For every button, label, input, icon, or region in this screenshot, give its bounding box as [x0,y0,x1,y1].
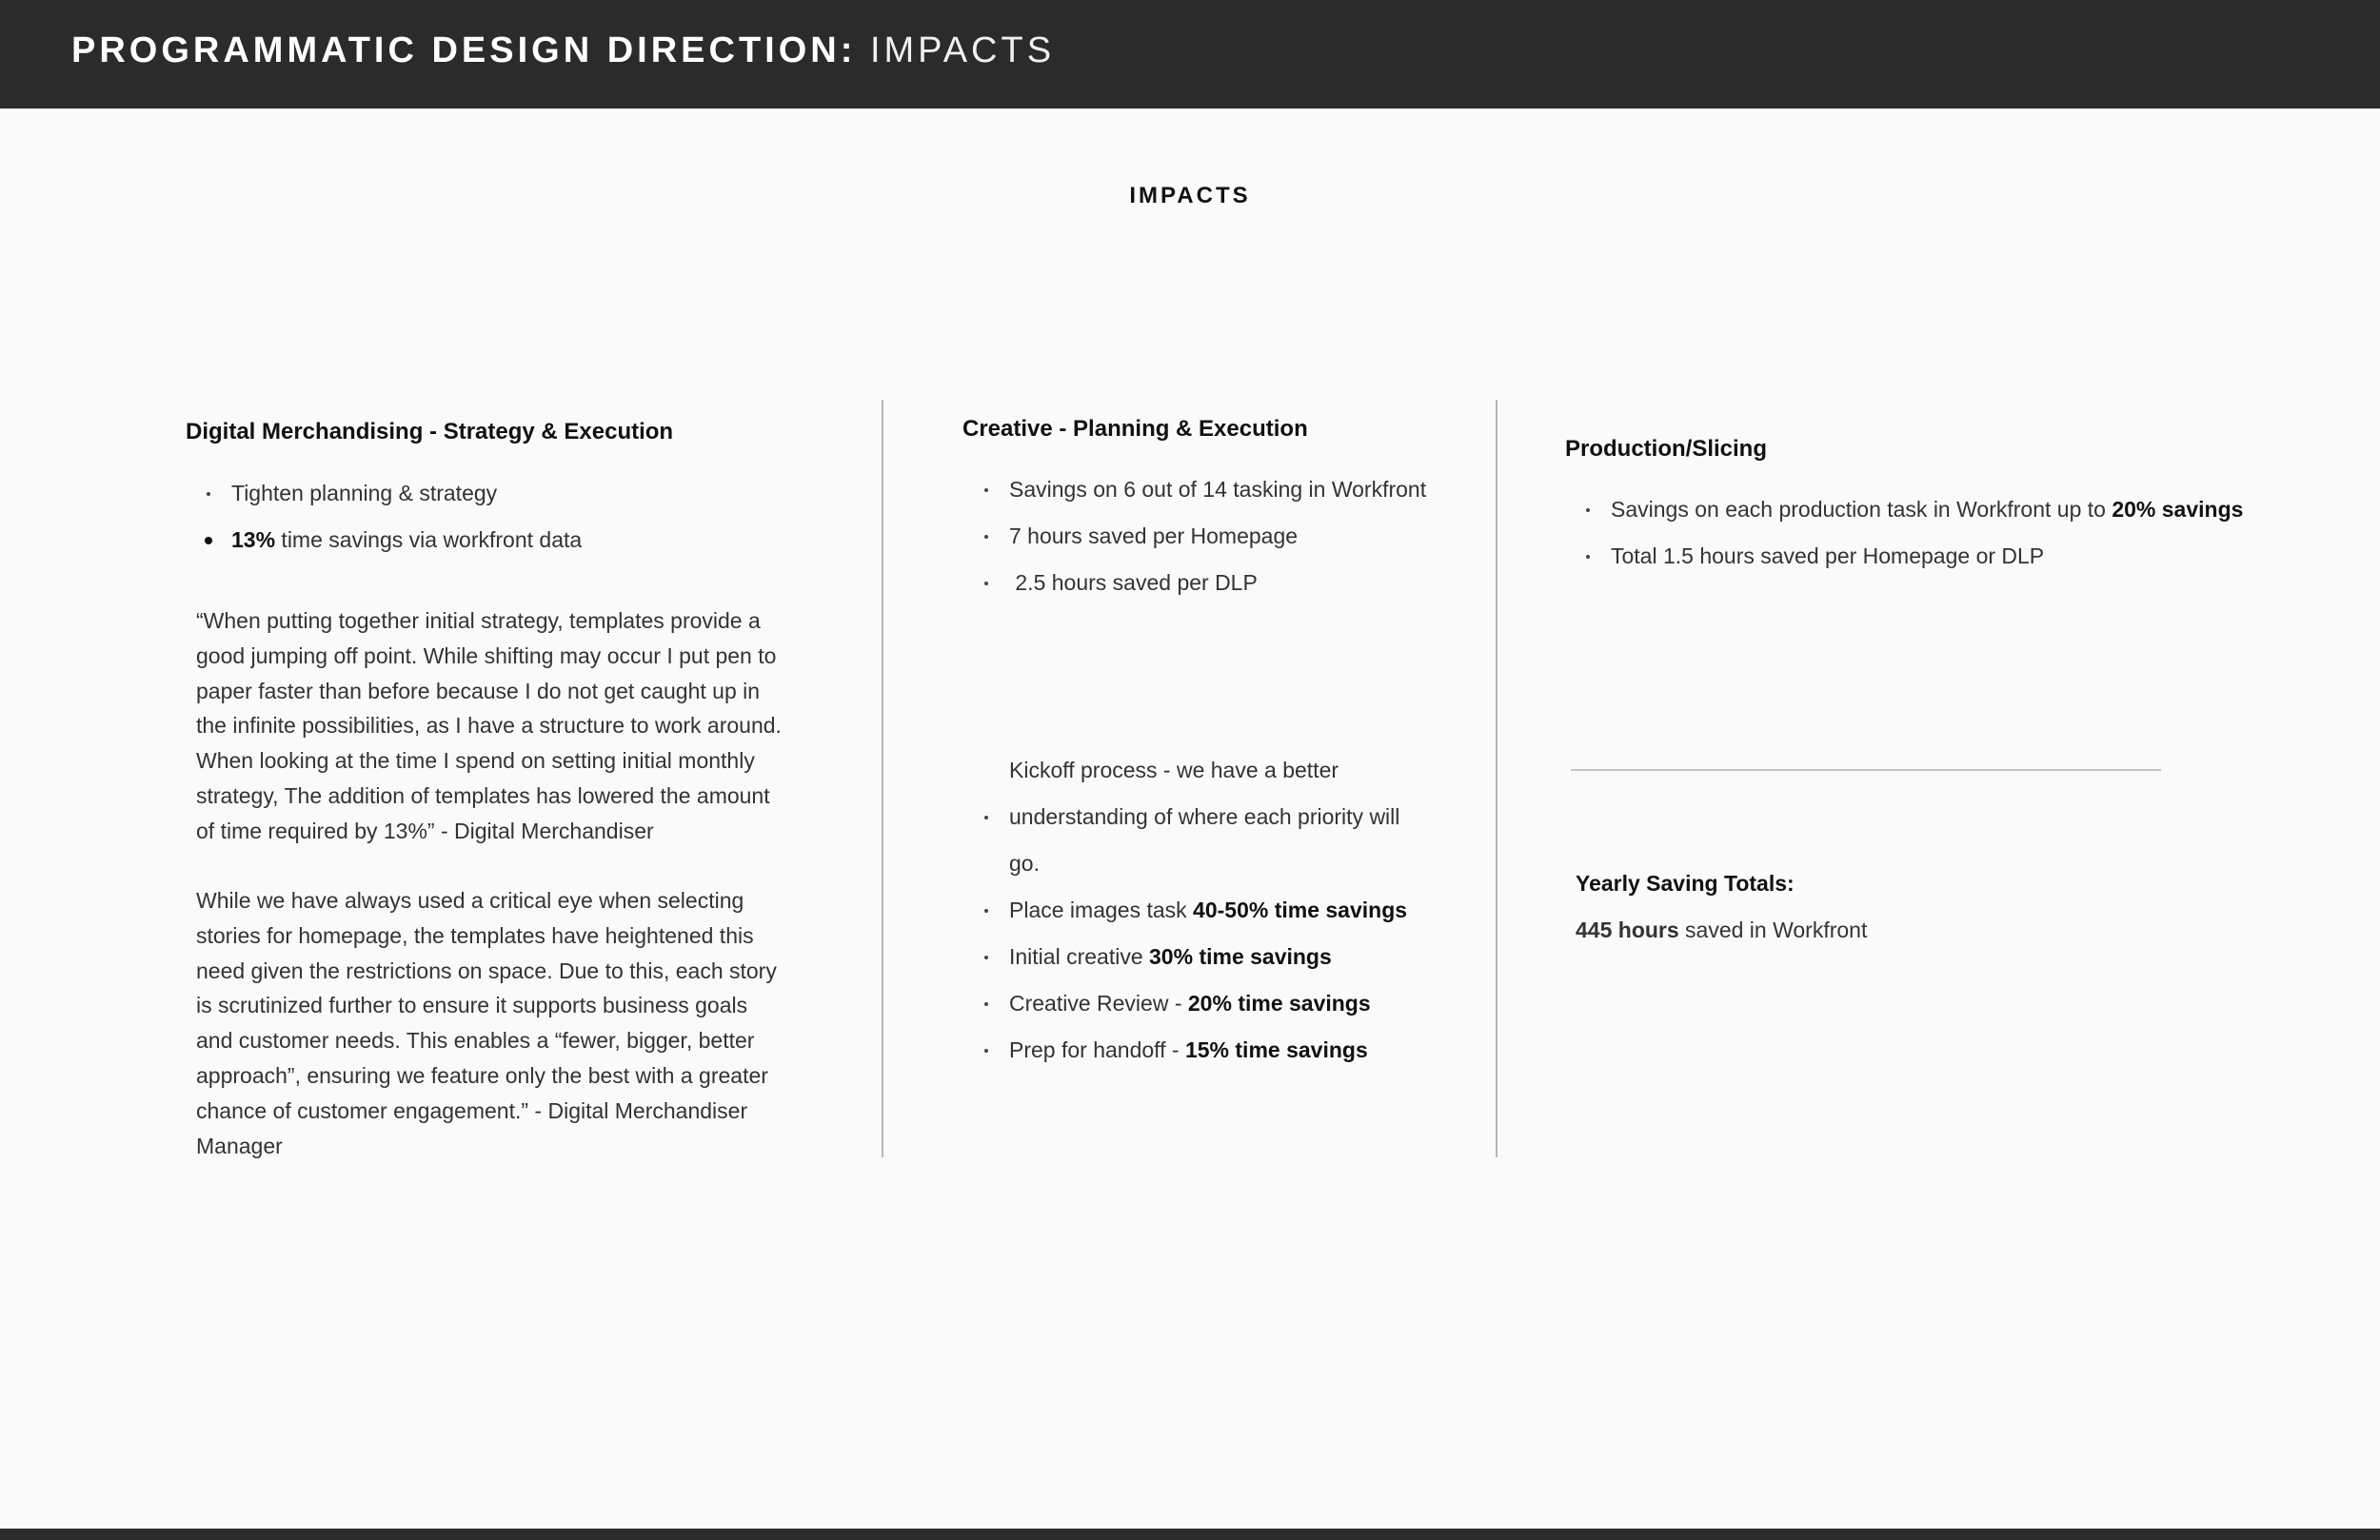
col3-bullet1-bold: 20% savings [2112,497,2244,522]
col2-place-images: Place images task [1009,898,1194,922]
column-divider-left [882,400,883,1157]
list-item [1582,533,2243,580]
totals-rest: saved in Workfront [1678,918,1868,942]
list-item [981,887,1428,934]
col2-bullet-list-2 [981,747,1428,1074]
list-item [981,934,1428,980]
col1-bullet1: Tighten planning & strategy [231,481,498,505]
list-item [981,980,1428,1027]
col2-place-images-bold: 40-50% time savings [1193,898,1408,922]
list-item [981,466,1426,513]
col1-heading: Digital Merchandising - Strategy & Execution [186,419,674,444]
list-item [981,560,1426,606]
col2-creative-review: Creative Review - [1009,991,1188,1016]
col2-bullet-list-1 [981,466,1426,606]
list-item [203,517,582,563]
col2-item-3: 2.5 hours saved per DLP [1009,570,1258,595]
col2-initial-creative: Initial creative [1009,944,1150,969]
col1-bullet2-rest: time savings via workfront data [275,527,583,552]
page-title [71,30,1055,71]
col2-kickoff: Kickoff process - we have a better understanding of where each priority will go. [1009,758,1400,876]
page-title-light: IMPACTS [869,30,1056,70]
col2-creative-review-bold: 20% time savings [1187,991,1371,1016]
yearly-totals [1576,864,1867,949]
footer-bar [0,1529,2380,1540]
col3-bullet1: Savings on each production task in Workfront up to [1611,497,2112,522]
col1-bullet-list [203,470,582,563]
totals-line [1576,911,1867,949]
col2-item-1: Savings on 6 out of 14 tasking in Workfront [1009,477,1427,502]
col2-item-2: 7 hours saved per Homepage [1009,523,1299,548]
list-item [203,470,582,517]
column-divider-right [1496,400,1497,1157]
col2-heading: Creative - Planning & Execution [962,416,1308,442]
col1-quote-1: “When putting together initial strategy, templates provide a good jumping off point. While shifting may occur I put pen to paper faster than before because I do not get caught up in the infinite possibilities, as I have a structure to work around. When looking at the time I spend on setting initial monthly strategy, The addition of templates has lowered the amount of time required by 13%” - Digital Merchandiser [196,608,782,843]
col2-initial-creative-bold: 30% time savings [1149,944,1332,969]
list-item [981,747,1428,887]
col3-heading: Production/Slicing [1565,436,1768,462]
col1-bullet2-bold: 13% [231,527,276,552]
totals-hours: 445 hours [1576,918,1679,942]
col2-prep-handoff: Prep for handoff - [1009,1037,1185,1062]
totals-heading: Yearly Saving Totals: [1576,871,1795,896]
col3-divider [1571,769,2161,771]
col2-prep-handoff-bold: 15% time savings [1184,1037,1368,1062]
page-title-bold: PROGRAMMATIC DESIGN DIRECTION: [71,30,857,70]
list-item [981,1027,1428,1074]
list-item [981,513,1426,560]
list-item [1582,486,2243,533]
col3-bullet2: Total 1.5 hours saved per Homepage or DLP [1611,543,2045,568]
col3-bullet-list [1582,486,2243,580]
col1-quote-2: While we have always used a critical eye when selecting stories for homepage, the templates have heightened this need given the restrictions on space. Due to this, each story is scrutinized further to ensure it supports business goals and customer needs. This enables a “fewer, bigger, better approach”, ensuring we feature only the best with a greater chance of customer engagement.” - Digital Merchandiser Manager [196,888,777,1158]
header-bar [0,0,2380,109]
section-title: IMPACTS [1129,183,1251,208]
